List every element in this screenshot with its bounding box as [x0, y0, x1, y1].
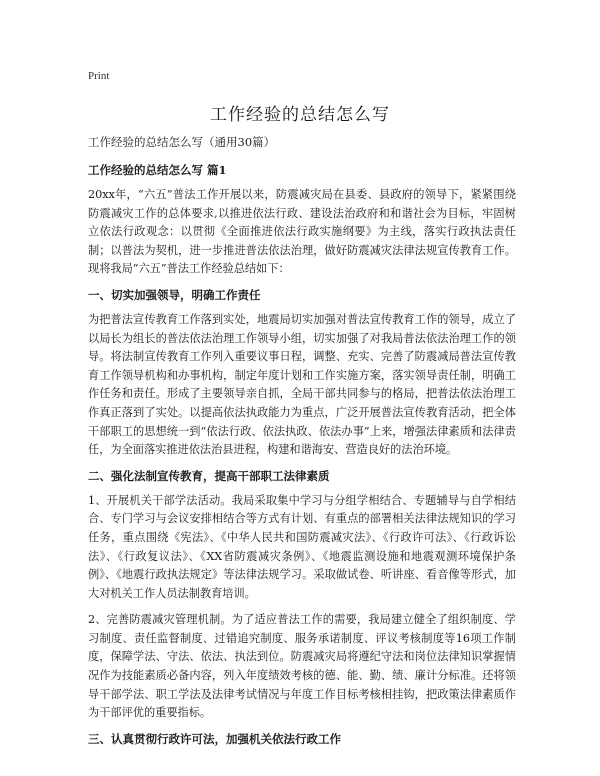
print-link[interactable]: Print	[88, 70, 110, 82]
document-subtitle: 工作经验的总结怎么写（通用30篇）	[88, 135, 276, 149]
heading-3: 三、认真贯彻行政许可法，加强机关依法行政工作	[88, 731, 341, 746]
heading-1: 一、切实加强领导，明确工作责任	[88, 287, 261, 302]
paragraph-3: 2、完善防震减灾管理机制。为了适应普法工作的需要，我局建立健全了组织制度、学习制度、责任监督制度、过错追究制度、服务承诺制度、评议考核制度等16项工作制度，保障学法、守法、依法、执法到位。防震减灾局将遵纪守法和岗位法律知识掌握情况作为技能素质必备内容，列入年度绩效考核的德、能、勤、绩、廉计分标准。还将领导干部学法、职工学法及法律考试情况与年度工作目标考核相挂钩，把政策法律素质作为干部评优的重要指标。	[88, 613, 516, 720]
section-heading: 工作经验的总结怎么写 篇1	[88, 163, 227, 177]
paragraph-2: 1、开展机关干部学法活动。我局采取集中学习与分组学相结合、专题辅导与自学相结合、专门学习与会议安排相结合等方式有计划、有重点的部署相关法律法规知识的学习任务，重点围绕《宪法》、《中华人民共和国防震减灾法》、《行政许可法》、《行政诉讼法》、《行政复议法》、《XX省防震减灾条例》、《地震监测设施和地震观测环境保护条例》、《地震行政执法规定》等法律法规学习。采取做试卷、听讲座、看音像等形式，加大对机关工作人员法制教育培训。	[88, 493, 516, 600]
heading-2: 二、强化法制宣传教育，提高干部职工法律素质	[88, 468, 330, 483]
intro-paragraph: 20xx年，“六五”普法工作开展以来，防震减灾局在县委、县政府的领导下，紧紧围绕防震减灾工作的总体要求,以推进依法行政、建设法治政府和和谐社会为目标，牢固树立依法行政观念：以贯彻《全面推进依法行政实施纲要》为主线，落实行政执法责任制；以普法为契机，进一步推进普法依法治理，做好防震减灾法律法规宣传教育工作。现将我局“六五”普法工作经验总结如下：	[88, 188, 516, 276]
page-title: 工作经验的总结怎么写	[210, 105, 390, 125]
document-body	[88, 162, 516, 755]
paragraph-1: 为把普法宣传教育工作落到实处，地震局切实加强对普法宣传教育工作的领导，成立了以局长为组长的普法依法治理工作领导小组，切实加强了对我局普法依法治理工作的领导。将法制宣传教育工作列入重要议事日程，调整、充实、完善了防震减局普法宣传教育工作领导机构和办事机构，制定年度计划和工作实施方案，落实领导责任制，明确工作任务和责任。形成了主要领导亲自抓，全局干部共同参与的格局，把普法依法治理工作真正落到了实处。以提高依法执政能力为重点，广泛开展普法宣传教育活动，把全体干部职工的思想统一到“依法行政、依法执政、依法办事”上来，增强法律素质和法律责任，为全面落实推进依法治县进程，构建和谐海安、营造良好的法治环境。	[88, 312, 516, 457]
